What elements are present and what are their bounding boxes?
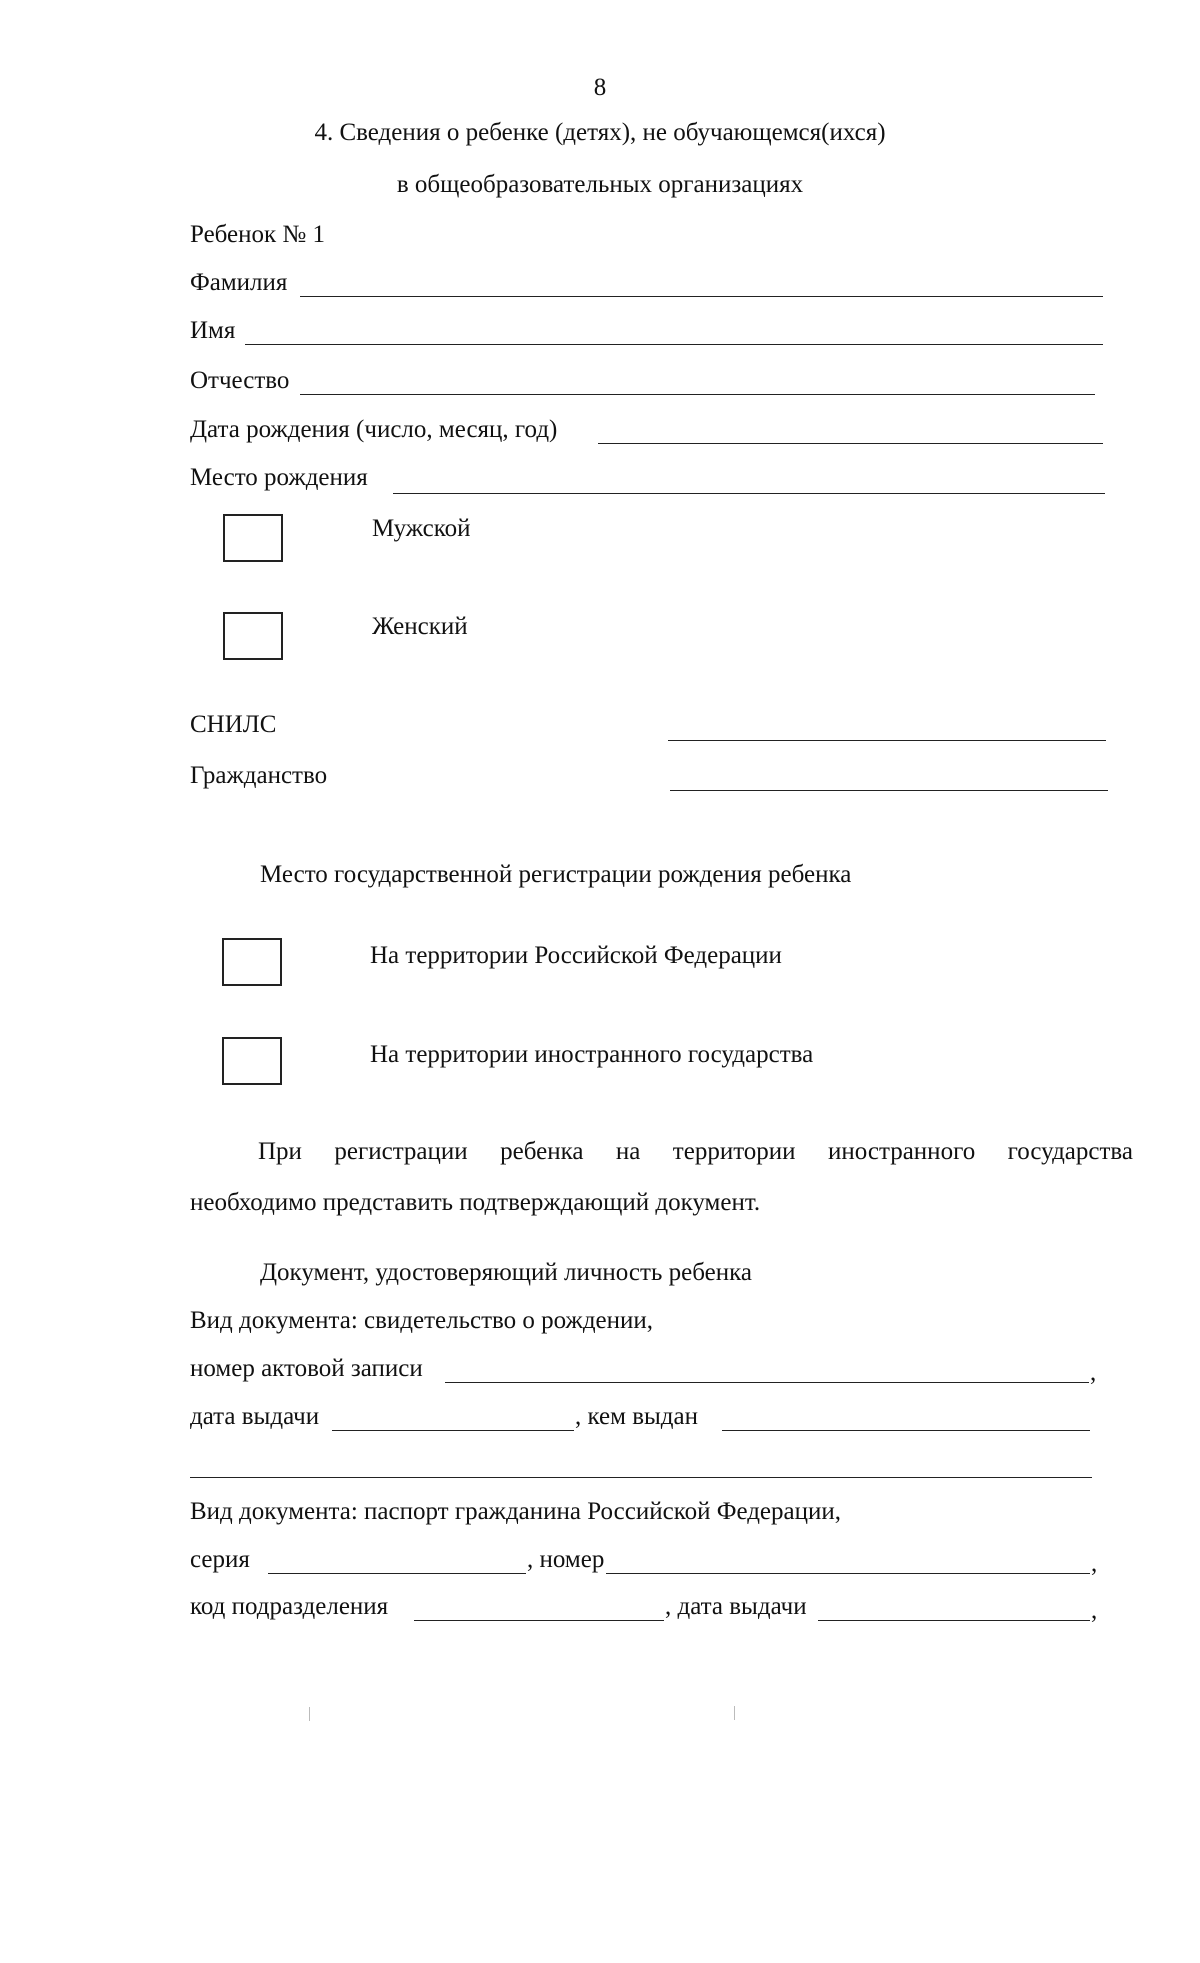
scan-artifact-mark <box>734 1706 735 1720</box>
division-code-field[interactable] <box>414 1620 664 1621</box>
birth-cert-issued-by-field[interactable] <box>722 1430 1090 1431</box>
surname-field[interactable] <box>300 296 1103 297</box>
birth-cert-issue-date-field[interactable] <box>332 1430 574 1431</box>
citizenship-label: Гражданство <box>190 762 328 789</box>
passport-issue-date-field[interactable] <box>818 1620 1090 1621</box>
record-number-field[interactable] <box>445 1382 1089 1383</box>
section-title-line2: в общеобразовательных организациях <box>396 171 804 198</box>
identity-doc-heading: Документ, удостоверяющий личность ребенка <box>260 1259 752 1286</box>
registration-rf-label: На территории Российской Федерации <box>370 942 782 969</box>
passport-issue-date-comma: , <box>1091 1597 1098 1624</box>
passport-issue-date-label: , дата выдачи <box>665 1593 807 1620</box>
registration-rf-checkbox[interactable] <box>222 938 282 986</box>
registration-note-line1: При регистрации ребенка на территории иностранного государства <box>258 1138 1133 1165</box>
page-number: 8 <box>593 74 607 101</box>
patronymic-label: Отчество <box>190 367 290 394</box>
citizenship-field[interactable] <box>670 790 1108 791</box>
snils-label: СНИЛС <box>190 711 277 738</box>
passport-series-field[interactable] <box>268 1573 526 1574</box>
registration-foreign-checkbox[interactable] <box>222 1037 282 1085</box>
sex-male-label: Мужской <box>372 515 471 542</box>
passport-type-label: Вид документа: паспорт гражданина Российской Федерации, <box>190 1498 842 1525</box>
record-number-comma: , <box>1090 1359 1097 1386</box>
birth-place-field[interactable] <box>393 493 1105 494</box>
passport-number-field[interactable] <box>606 1573 1090 1574</box>
birth-cert-issued-by-field-continued[interactable] <box>190 1477 1092 1478</box>
registration-note-line2: необходимо представить подтверждающий документ. <box>190 1189 761 1216</box>
birth-date-label: Дата рождения (число, месяц, год) <box>190 416 558 443</box>
child-heading: Ребенок № 1 <box>190 221 326 248</box>
name-label: Имя <box>190 317 236 344</box>
registration-heading: Место государственной регистрации рождения ребенка <box>260 861 852 888</box>
birth-cert-issued-by-label: , кем выдан <box>575 1403 698 1430</box>
snils-field[interactable] <box>668 740 1106 741</box>
division-code-label: код подразделения <box>190 1593 389 1620</box>
birth-date-field[interactable] <box>598 443 1103 444</box>
birth-cert-type-label: Вид документа: свидетельство о рождении, <box>190 1307 654 1334</box>
passport-number-label: , номер <box>527 1546 605 1573</box>
sex-female-checkbox[interactable] <box>223 612 283 660</box>
name-field[interactable] <box>245 344 1103 345</box>
section-title-line1: 4. Сведения о ребенке (детях), не обучающемся(ихся) <box>314 119 886 146</box>
birth-place-label: Место рождения <box>190 464 368 491</box>
sex-male-checkbox[interactable] <box>223 514 283 562</box>
patronymic-field[interactable] <box>300 394 1095 395</box>
surname-label: Фамилия <box>190 269 288 296</box>
passport-number-comma: , <box>1091 1550 1098 1577</box>
birth-cert-issue-date-label: дата выдачи <box>190 1403 320 1430</box>
scan-artifact-mark <box>309 1707 310 1721</box>
passport-series-label: серия <box>190 1546 250 1573</box>
registration-foreign-label: На территории иностранного государства <box>370 1041 814 1068</box>
record-number-label: номер актовой записи <box>190 1355 423 1382</box>
sex-female-label: Женский <box>372 613 468 640</box>
